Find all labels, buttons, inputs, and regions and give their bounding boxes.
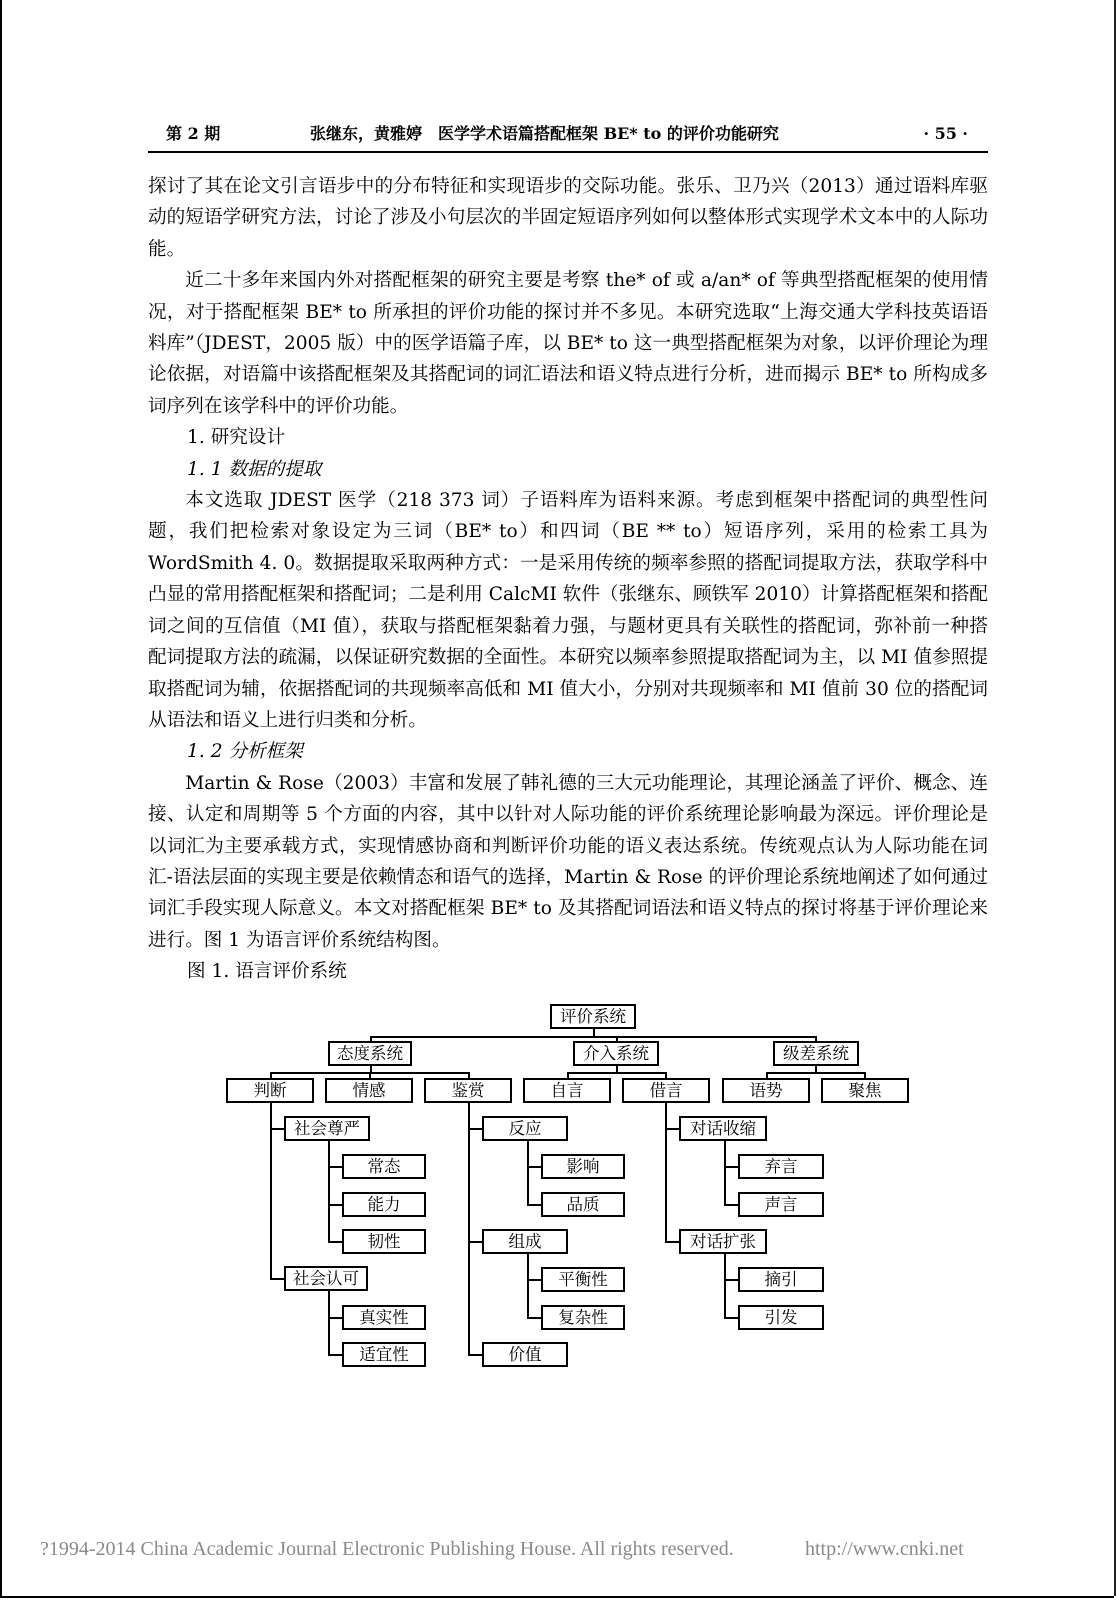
copyright-notice: ?1994-2014 China Academic Journal Electronic Publishing House. All rights reserved.: [40, 1538, 734, 1560]
connector: [370, 1036, 817, 1038]
node-reaction: 反应: [482, 1116, 568, 1141]
node-propriety: 适宜性: [342, 1342, 426, 1367]
connector: [766, 1072, 866, 1074]
connector: [328, 1290, 330, 1355]
figure-caption: 图 1. 语言评价系统: [187, 961, 347, 983]
connector: [527, 1254, 529, 1319]
connector: [567, 1072, 667, 1074]
connector: [724, 1204, 738, 1206]
section-heading-1: 1. 研究设计: [187, 427, 286, 449]
connector: [328, 1241, 342, 1243]
node-capacity: 能力: [342, 1192, 426, 1217]
page-number: · 55 ·: [923, 124, 968, 143]
footer: [40, 1538, 1060, 1561]
connector: [328, 1166, 342, 1168]
connector: [724, 1166, 738, 1168]
connector: [328, 1204, 342, 1206]
node-tenacity: 韧性: [342, 1229, 426, 1254]
subsection-heading-1-1: 1. 1 数据的提取: [187, 458, 322, 480]
subsection-heading-1-2: 1. 2 分析框架: [187, 741, 303, 763]
connector: [270, 1278, 284, 1280]
connector: [527, 1166, 541, 1168]
node-attitude: 态度系统: [328, 1041, 412, 1066]
node-social-esteem: 社会尊严: [284, 1116, 370, 1141]
connector: [270, 1100, 272, 1279]
issue-number: 第 2 期: [166, 124, 221, 143]
paragraph-3: 本文选取 JDEST 医学（218 373 词）子语料库为语料来源。考虑到框架中搭配词的典型性问题，我们把检索对象设定为三词（BE* to）和四词（BE ** to）短语序列，采用的检索工具为 WordSmith 4. 0。数据提取采取两种方式：一是采用传统的频率参照的搭配词提取方法，获取学科中凸显的常用搭配框架和搭配词；二是利用 CalcMI 软件（张继东、顾铁军 2010）计算搭配框架和搭配词之间的互信值（MI 值），获取与搭配框架黏着力强，与题材更具有关联性的搭配词，弥补前一种搭配词提取方法的疏漏，以保证研究数据的全面性。本研究以频率参照提取搭配词为主，以 MI 值参照提取搭配词为辅，依据搭配词的共现频率高低和 MI 值大小，分别对共现频率和 MI 值前 30 位的搭配词从语法和语义上进行归类和分析。: [148, 490, 988, 731]
paragraph-1: 探讨了其在论文引言语步中的分布特征和实现语步的交际功能。张乐、卫乃兴（2013）通过语料库驱动的短语学研究方法，讨论了涉及小句层次的半固定短语序列如何以整体形式实现学术文本中的人际功能。: [148, 176, 988, 260]
node-appraisal-system: 评价系统: [550, 1004, 636, 1029]
running-title: 张继东，黄雅婷 医学学术语篇搭配框架 BE* to 的评价功能研究: [310, 124, 779, 143]
connector: [468, 1128, 482, 1130]
header-rule: [148, 151, 988, 153]
node-valuation: 价值: [482, 1342, 568, 1367]
node-affect: 情感: [325, 1078, 413, 1103]
connector: [665, 1128, 679, 1130]
node-appreciation: 鉴赏: [424, 1078, 512, 1103]
paragraph-2: 近二十多年来国内外对搭配框架的研究主要是考察 the* of 或 a/an* of 等典型搭配框架的使用情况，对于搭配框架 BE* to 所承担的评价功能的探讨并不多见。本研究选取“上海交通大学科技英语语料库”（JDEST，2005 版）中的医学语篇子库，以 BE* to 这一典型搭配框架为对象，以评价理论为理论依据，对语篇中该搭配框架及其搭配词的词汇语法和语义特点进行分析，进而揭示 BE* to 所构成多词序列在该学科中的评价功能。: [148, 270, 988, 417]
connector: [468, 1354, 482, 1356]
connector: [527, 1140, 529, 1205]
node-monogloss: 自言: [523, 1078, 611, 1103]
node-quality: 品质: [541, 1192, 625, 1217]
connector: [328, 1354, 342, 1356]
node-dialogic-expansion: 对话扩张: [679, 1229, 767, 1254]
connector: [468, 1100, 470, 1355]
node-dialogic-contraction: 对话收缩: [679, 1116, 767, 1141]
node-entertain: 引发: [738, 1305, 824, 1330]
node-attribute: 摘引: [738, 1267, 824, 1292]
node-normality: 常态: [342, 1154, 426, 1179]
node-focus: 聚焦: [821, 1078, 909, 1103]
node-balance: 平衡性: [541, 1267, 625, 1292]
node-judgement: 判断: [226, 1078, 314, 1103]
node-complexity: 复杂性: [541, 1305, 625, 1330]
node-force: 语势: [722, 1078, 810, 1103]
node-disclaim: 弃言: [738, 1154, 824, 1179]
node-graduation: 级差系统: [773, 1041, 859, 1066]
connector: [724, 1317, 738, 1319]
paragraph-4: Martin & Rose（2003）丰富和发展了韩礼德的三大元功能理论，其理论涵盖了评价、概念、连接、认定和周期等 5 个方面的内容，其中以针对人际功能的评价系统理论影响最为深远。评价理论是以词汇为主要承载方式，实现情感协商和判断评价功能的语义表达系统。传统观点认为人际功能在词汇-语法层面的实现主要是依赖情态和语气的选择，Martin & Rose 的评价理论系统地阐述了如何通过词汇手段实现人际意义。本文对搭配框架 BE* to 及其搭配词语法和语义特点的探讨将基于评价理论来进行。图 1 为语言评价系统结构图。: [148, 772, 988, 951]
node-heterogloss: 借言: [622, 1078, 710, 1103]
node-impact: 影响: [541, 1154, 625, 1179]
connector: [724, 1140, 726, 1205]
node-composition: 组成: [482, 1229, 568, 1254]
connector: [665, 1241, 679, 1243]
node-social-sanction: 社会认可: [284, 1266, 368, 1291]
connector: [328, 1317, 342, 1319]
connector: [665, 1100, 667, 1243]
node-proclaim: 声言: [738, 1192, 824, 1217]
connector: [270, 1128, 284, 1130]
node-veracity: 真实性: [342, 1305, 426, 1330]
connector: [328, 1140, 330, 1242]
connector: [724, 1279, 738, 1281]
body-text: [148, 171, 988, 988]
connector: [527, 1204, 541, 1206]
connector: [724, 1254, 726, 1319]
connector: [468, 1241, 482, 1243]
node-engagement: 介入系统: [573, 1041, 659, 1066]
connector: [527, 1317, 541, 1319]
cnki-url: http://www.cnki.net: [805, 1538, 964, 1560]
running-header: [148, 122, 988, 146]
connector: [527, 1279, 541, 1281]
